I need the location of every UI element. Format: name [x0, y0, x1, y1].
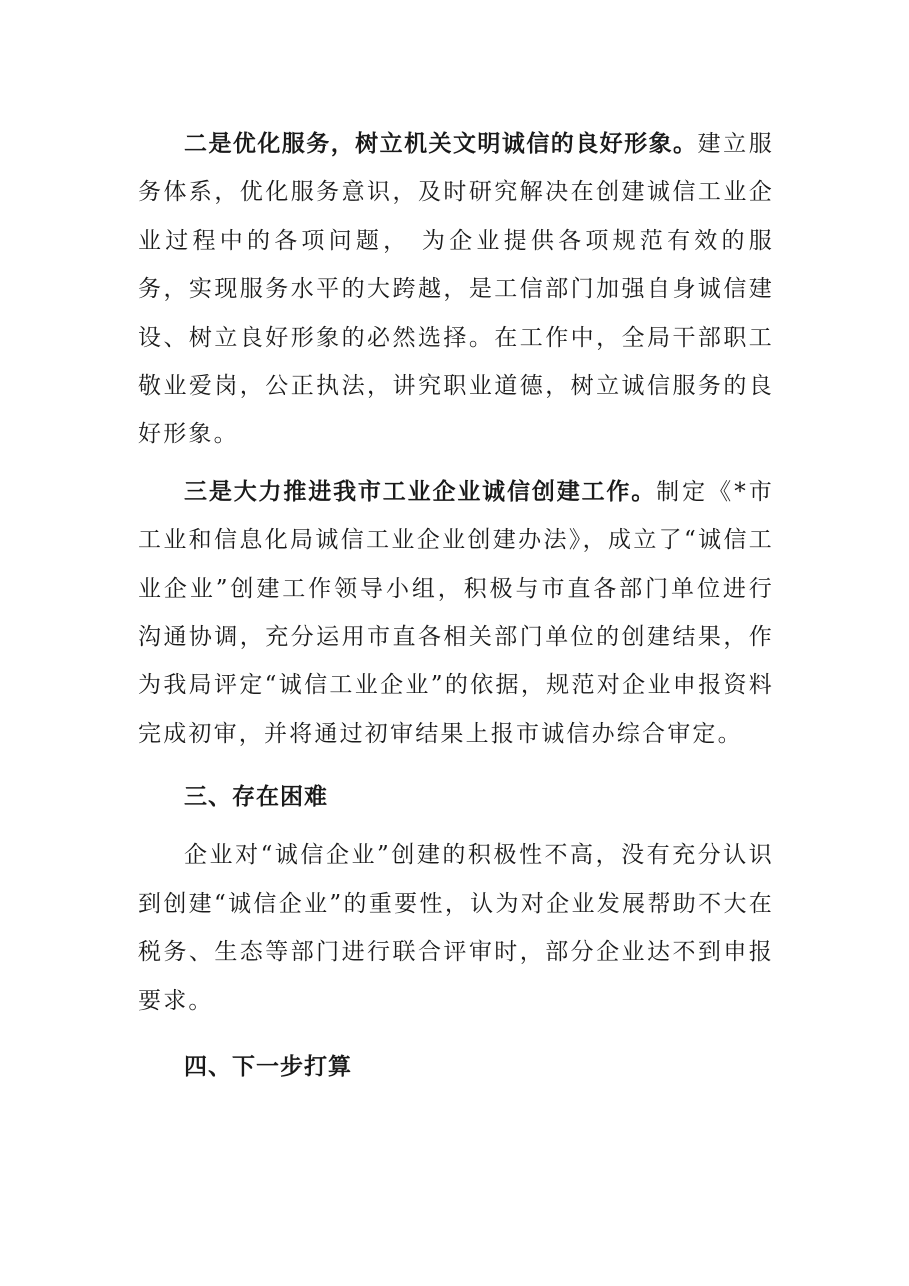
paragraph-optimize-service [138, 120, 774, 459]
paragraph-lead: 二是优化服务，树立机关文明诚信的良好形象。 [184, 131, 698, 157]
section-heading-difficulties: 三、存在困难 [184, 784, 328, 811]
document-body [138, 120, 774, 1091]
paragraph-lead: 三是大力推进我市工业企业诚信创建工作。 [184, 478, 657, 505]
paragraph-text: 制定《*市工业和信息化局诚信工业企业创建办法》，成立了“诚信工业企业”创建工作领导小组，积极与市直各部门单位进行沟通协调，充分运用市直各相关部门单位的创建结果，作为我局评定“诚信工业企业”的依据，规范对企业申报资料完成初审，并将通过初审结果上报市诚信办综合审定。 [138, 478, 775, 747]
paragraph-text: 建立服务体系，优化服务意识，及时研究解决在创建诚信工业企业过程中的各项问题， 为企业提供各项规范有效的服务，实现服务水平的大跨越，是工信部门加强自身诚信建设、树立良好形象的必然选择。在工作中，全局干部职工敬业爱岗，公正执法，讲究职业道德，树立诚信服务的良好形象。 [138, 131, 775, 448]
paragraph-difficulties: 企业对“诚信企业”创建的积极性不高，没有充分认识到创建“诚信企业”的重要性，认为对企业发展帮助不大在税务、生态等部门进行联合评审时，部分企业达不到申报要求。 [138, 842, 774, 1014]
section-heading-next-steps: 四、下一步打算 [184, 1053, 352, 1080]
paragraph-promote-creation [138, 468, 774, 758]
